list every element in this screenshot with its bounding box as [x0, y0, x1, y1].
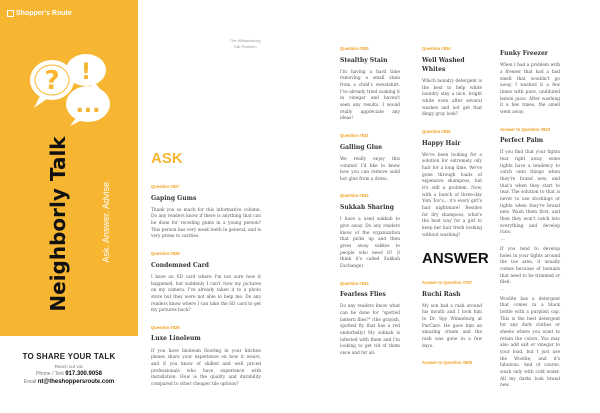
question-title: Galling Glue	[340, 143, 383, 151]
reach-line: Reach out via:	[54, 364, 84, 369]
question-title: Sukkah Sharing	[340, 203, 394, 211]
platform-line-2: Talk Platform	[233, 43, 257, 49]
speech-bubbles-icon	[26, 52, 118, 128]
brand-mark-icon	[7, 10, 14, 17]
question-body: I have an SD card where I'm not sure how it happened, but suddenly I can't view my pictures on my camera. I've already taken it to a photo store but they were not able to help me. Do any readers know where I can take the SD card to get my pictures back?	[151, 274, 261, 314]
phone-number[interactable]: 917.300.9058	[65, 371, 102, 377]
answer-item	[500, 127, 560, 237]
question-item	[340, 133, 400, 183]
question-body: If you have linoleum flooring in your kitchen please share your experience on how it wears, and if you know of skilled and well priced professionals who have experience with installation. How is the quality and durability compared to other cheaper tile options?	[151, 348, 261, 387]
question-item	[422, 46, 482, 119]
question-number: Question #829	[151, 324, 180, 330]
question-item	[422, 129, 482, 239]
ask-heading: ASK	[151, 150, 183, 167]
email-line	[0, 379, 138, 385]
answer-body: Woolite has a detergent that comes in a black bottle with a purplish cap. This is the best detergent for any dark clothes or sheets where you want to retain the colors. You may also add salt or vinegar to your load, but I just use the Woolite, and it's fabulous. And of course, wash only with cold water. All my darks look brand new.	[500, 296, 560, 389]
column-title: Neighborly Talk	[46, 136, 70, 312]
answer-body: My son had a rash around his mouth and I took him to Dr. Spy Winneburg at ParCare. He gave him an amazing cream and the rash was gone in a few days.	[422, 303, 482, 349]
answer-number: Answer to Question #767	[422, 280, 473, 285]
question-item	[151, 184, 261, 241]
email-label: Email	[23, 379, 37, 385]
vertical-title-block	[28, 136, 111, 320]
answer-item	[422, 360, 482, 367]
column-4	[500, 46, 560, 390]
column-1	[151, 184, 261, 389]
question-number: Question #828	[151, 251, 180, 257]
email-address[interactable]: nt@theshoppersroute.com	[37, 379, 115, 385]
question-number: Question #831	[340, 133, 369, 139]
question-body: Thank you so much for this informative column. Do any readers know if there is anything that can be done for receding gums in a young person? This person has very weak teeth in general, and is very prone to cavities.	[151, 207, 261, 240]
question-item	[151, 251, 261, 315]
brand-logo	[7, 10, 72, 17]
answer-number: Answer to Question #805	[422, 360, 473, 366]
question-title: Fearless Flies	[340, 291, 386, 299]
share-heading: TO SHARE YOUR TALK	[22, 352, 116, 361]
question-number: Question #830	[340, 46, 369, 51]
question-title: Happy Hair	[422, 139, 461, 147]
column-3-answers	[422, 280, 482, 367]
answer-title: Ruchi Rash	[422, 290, 461, 298]
question-item	[151, 325, 261, 389]
question-body: I have a used sukkah to give away. Do any readers know of the organization that picks up and then gives away sukkos to people who need it? (I think it's called Sukkah Exchange)	[340, 217, 400, 269]
svg-text:!: !	[80, 60, 92, 85]
question-title: Stealthy Stain	[340, 56, 388, 64]
answer-body: If you find that your tights tear right away, some tights have a tendency to catch onto things when they're brand new, and that's when they start to tear. The solution to that is never to use stockings or tights when they're brand new. Wash them first, and then they won't catch into everything and develop runs.	[500, 150, 560, 236]
phone-line	[0, 371, 138, 377]
column-2	[340, 46, 400, 358]
platform-label	[215, 38, 275, 49]
column-subtitle: Ask. Answer. Advise.	[101, 179, 111, 263]
question-body: We've been looking for a solution for extremely oily hair for a long time. We've gone through loads of expensive shampoos, but it's still a problem. Now, with a bunch of three-day Yom Tov's... it's every girl's hair nightmare! Besides for dry shampoos, what's the best way for a girl to keep her hair fresh looking without washing?	[422, 152, 482, 238]
answer-item	[500, 49, 560, 117]
answer-number: Answer to Question #822	[500, 126, 551, 132]
question-body: We really enjoy this column! I'd like to know how you can remove solid hot glue from a dress.	[340, 156, 400, 182]
question-number: Question #832	[340, 193, 369, 199]
question-body: Which laundry detergent is the best to help white laundry stay a nice, bright white even after several washes and not get that dingy gray look?	[422, 79, 482, 118]
svg-text:...: ...	[75, 93, 101, 118]
sidebar	[0, 0, 138, 413]
question-number: Question #834	[422, 46, 451, 51]
question-body: I'm having a hard time removing a small stain from a child's sweatshirt. I've already tried soaking it in vinegar and haven't seen any results. I would really appreciate any ideas!	[340, 69, 400, 122]
platform-line-1: The Williamsburg	[229, 38, 261, 43]
question-title: Condemned Card	[151, 261, 209, 269]
answer-title: Perfect Palm	[500, 137, 544, 145]
brand-name: Shopper's Route	[16, 10, 72, 17]
question-item	[340, 46, 400, 123]
question-number: Question #827	[151, 184, 180, 189]
column-3	[422, 46, 482, 239]
question-item	[340, 193, 400, 270]
answer-heading: ANSWER	[422, 250, 489, 267]
question-number: Question #833	[340, 280, 369, 286]
answer-item	[422, 280, 482, 350]
question-body: Do any readers know what can be done for "spotted lantern flies?" (the grayish, spotted fly that has a red underbelly) My sukkah is infested with them and I'm looking to get rid of them once and for all.	[340, 304, 400, 356]
question-title: Gaping Gums	[151, 194, 197, 202]
question-item	[340, 281, 400, 358]
svg-text:?: ?	[44, 66, 60, 96]
answer-body: When I had a problem with a freezer that had a bad smell that wouldn't go away, I washed it a few times with pure, undiluted lemon juice. After washing it a few times, the smell went away.	[500, 63, 560, 115]
question-title: Well Washed Whites	[422, 56, 465, 73]
answer-body: If you tend to develop holes in your tights around the toe area, it usually comes because of toenails that need to be trimmed or filed.	[500, 246, 560, 286]
separator: —	[500, 286, 505, 293]
share-info	[0, 352, 138, 385]
question-number: Question #835	[422, 129, 451, 135]
question-title: Luxe Linoleum	[151, 335, 201, 343]
phone-label: Phone / Text	[36, 371, 64, 377]
answer-title: Funky Freezer	[500, 50, 548, 57]
separator: —	[500, 236, 505, 243]
